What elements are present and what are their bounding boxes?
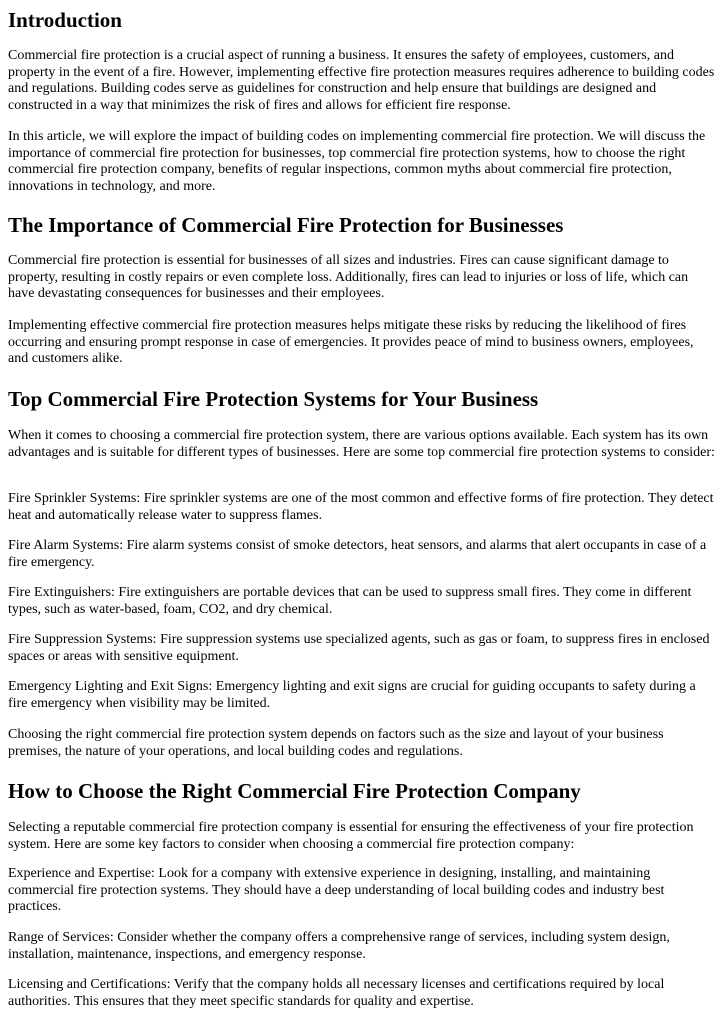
- paragraph-licensing: Licensing and Certifications: Verify that the company holds all necessary licenses and certifications required by local authorities. This ensures that they meet specific standards for quality and expertise.: [8, 977, 665, 1009]
- paragraph-range-of-services: Range of Services: Consider whether the company offers a comprehensive range of services, including system design, installation, maintenance, inspections, and emergency response.: [8, 930, 670, 962]
- paragraph-suppression-systems: Fire Suppression Systems: Fire suppression systems use specialized agents, such as gas or foam, to suppress fires in enclosed spaces or areas with sensitive equipment.: [8, 632, 710, 664]
- paragraph-alarm-systems: Fire Alarm Systems: Fire alarm systems consist of smoke detectors, heat sensors, and alarms that alert occupants in case of a fire emergency.: [8, 538, 707, 570]
- heading-importance: The Importance of Commercial Fire Protection for Businesses: [8, 213, 564, 237]
- paragraph-sprinkler-systems: Fire Sprinkler Systems: Fire sprinkler systems are one of the most common and effective forms of fire protection. They detect heat and automatically release water to suppress flames.: [8, 491, 714, 523]
- paragraph-systems-intro: When it comes to choosing a commercial fire protection system, there are various options available. Each system has its own advantages and is suitable for different types of businesses. Here are some top commercial fire protection systems to consider:: [8, 428, 715, 460]
- paragraph-emergency-lighting: Emergency Lighting and Exit Signs: Emergency lighting and exit signs are crucial for guiding occupants to safety during a fire emergency when visibility may be limited.: [8, 679, 696, 711]
- heading-introduction: Introduction: [8, 8, 122, 32]
- paragraph-importance-2: Implementing effective commercial fire protection measures helps mitigate these risks by reducing the likelihood of fires occurring and ensuring prompt response in case of emergencies. It provides peace of mind to business owners, employees, and customers alike.: [8, 318, 694, 367]
- paragraph-company-intro: Selecting a reputable commercial fire protection company is essential for ensuring the effectiveness of your fire protection system. Here are some key factors to consider when choosing a commercial fire protection company:: [8, 820, 694, 852]
- paragraph-intro-2: In this article, we will explore the impact of building codes on implementing commercial fire protection. We will discuss the importance of commercial fire protection for businesses, top commercial fire protection systems, how to choose the right commercial fire protection company, benefits of regular inspections, common myths about commercial fire protection, innovations in technology, and more.: [8, 129, 706, 194]
- paragraph-systems-conclusion: Choosing the right commercial fire protection system depends on factors such as the size and layout of your business premises, the nature of your operations, and local building codes and regulations.: [8, 727, 664, 759]
- heading-company: How to Choose the Right Commercial Fire Protection Company: [8, 779, 581, 803]
- paragraph-extinguishers: Fire Extinguishers: Fire extinguishers are portable devices that can be used to suppress small fires. They come in different types, such as water-based, foam, CO2, and dry chemical.: [8, 585, 692, 617]
- paragraph-intro-1: Commercial fire protection is a crucial aspect of running a business. It ensures the safety of employees, customers, and property in the event of a fire. However, implementing effective fire protection measures requires adherence to building codes and regulations. Building codes serve as guidelines for construction and help ensure that buildings are designed and constructed in a way that minimizes the risk of fires and allows for efficient fire response.: [8, 48, 715, 113]
- paragraph-importance-1: Commercial fire protection is essential for businesses of all sizes and industries. Fires can cause significant damage to property, resulting in costly repairs or even complete loss. Additionally, fires can lead to injuries or loss of life, which can have devastating consequences for businesses and their employees.: [8, 253, 689, 302]
- paragraph-experience: Experience and Expertise: Look for a company with extensive experience in designing, installing, and maintaining commercial fire protection systems. They should have a deep understanding of local building codes and industry best practices.: [8, 866, 665, 915]
- heading-systems: Top Commercial Fire Protection Systems for Your Business: [8, 387, 539, 411]
